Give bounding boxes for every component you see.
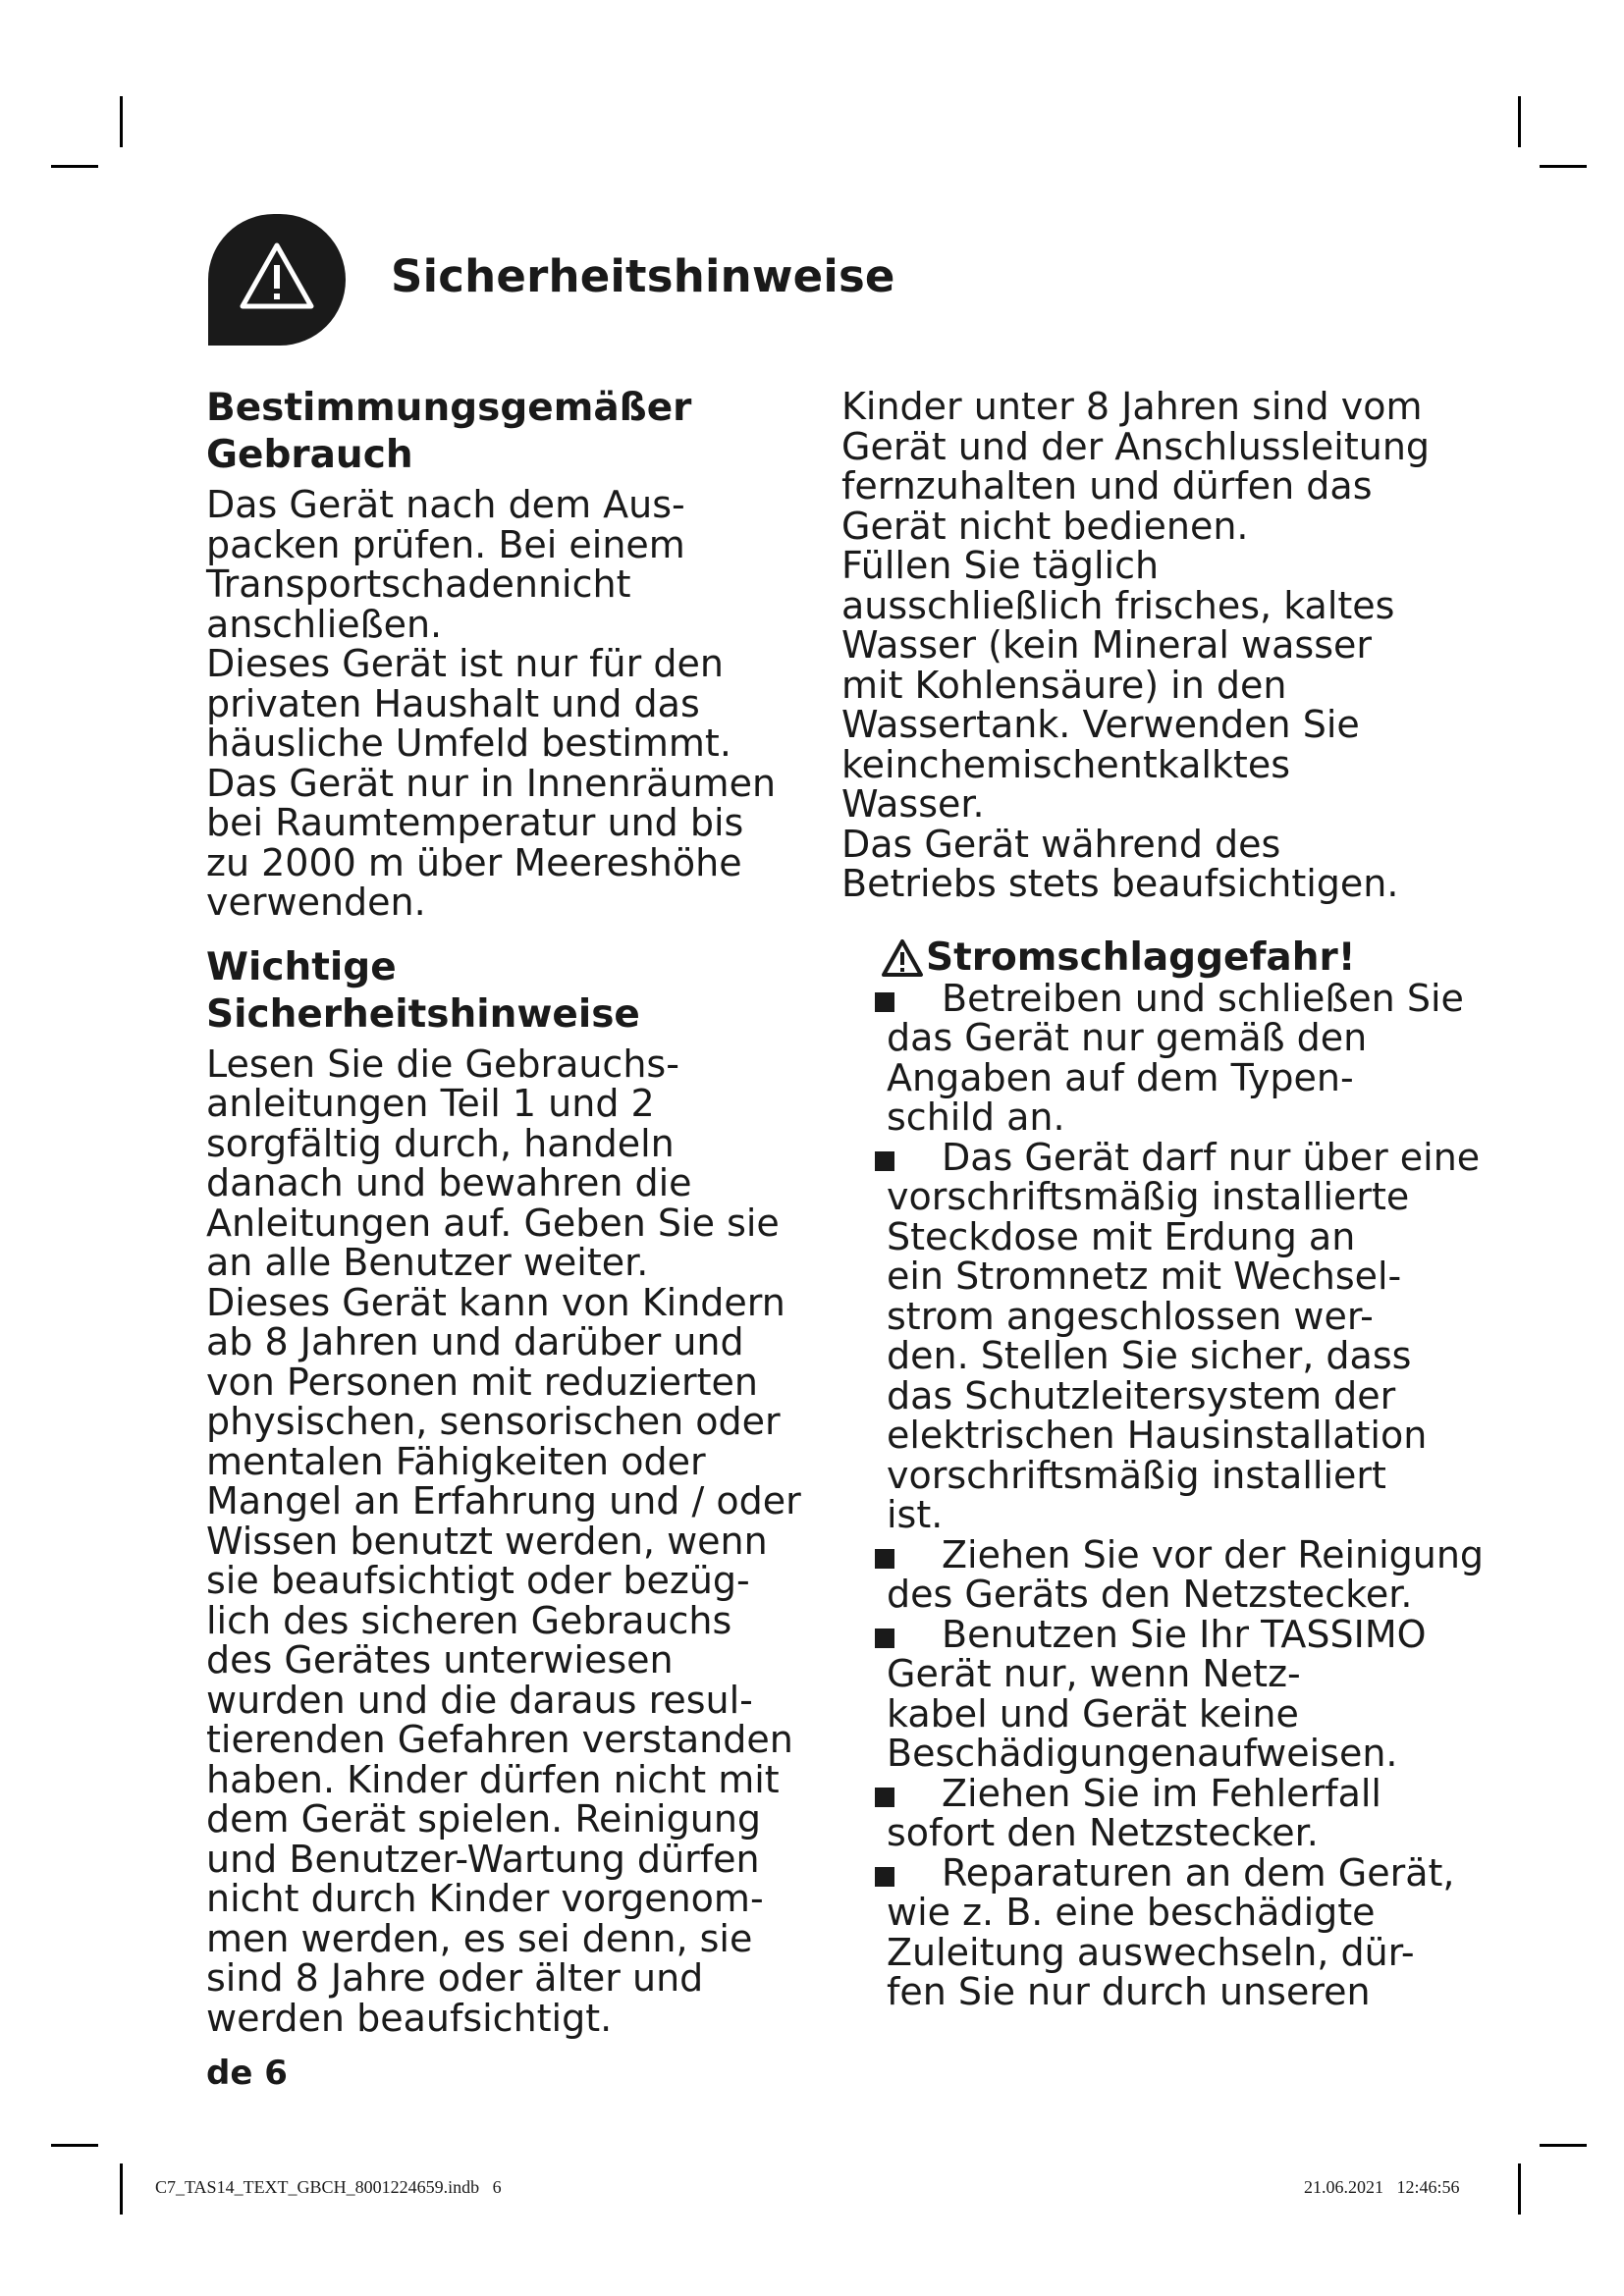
crop-mark: [1540, 2144, 1587, 2147]
list-item: Ziehen Sie vor der Reinigung des Geräts den Netzstecker.: [841, 1535, 1509, 1615]
bullet-square-icon: [875, 1629, 894, 1648]
file-slug: C7_TAS14_TEXT_GBCH_8001224659.indb 6: [155, 2177, 502, 2197]
section-heading-safety: Wichtige Sicherheitshinweise: [206, 944, 640, 1037]
list-item: Das Gerät darf nur über eine vorschriftsmäßig installierte Steckdose mit Erdung an ein Stromnetz mit Wechsel- strom angeschlossen wer- den. Stellen Sie sicher, dass das Schutzleitersystem der elektrischen Hausinstallation vorschriftsmäßig installiert ist.: [841, 1138, 1509, 1535]
list-item: Reparaturen an dem Gerät, wie z. B. eine beschädigte Zuleitung auswechseln, dür- fen Sie nur durch unseren: [841, 1853, 1509, 2012]
paragraph: Das Gerät nur in Innenräumen bei Raumtemperatur und bis zu 2000 m über Meereshöhe verwenden.: [206, 761, 777, 924]
list-item: Betreiben und schließen Sie das Gerät nur gemäß den Angaben auf dem Typen- schild an.: [841, 979, 1509, 1138]
crop-mark: [51, 165, 98, 168]
paragraph: Lesen Sie die Gebrauchs- anleitungen Teil 1 und 2 sorgfältig durch, handeln danach und bewahren die Anleitungen auf. Geben Sie sie an alle Benutzer weiter.: [206, 1041, 780, 1284]
section-heading-intended-use: Bestimmungsgemäßer Gebrauch: [206, 386, 692, 477]
paragraph: Dieses Gerät ist nur für den privaten Haushalt und das häusliche Umfeld bestimmt.: [206, 642, 731, 765]
crop-mark: [1518, 2163, 1521, 2215]
crop-mark: [120, 96, 123, 147]
page-number: de 6: [206, 2054, 288, 2093]
paragraph: Das Gerät während des Betriebs stets beaufsichtigen.: [841, 822, 1399, 905]
electric-shock-warning-heading: [881, 934, 1509, 980]
right-column: [841, 385, 1509, 2012]
print-timestamp: 21.06.2021 12:46:56: [1304, 2177, 1460, 2197]
bullet-square-icon: [875, 992, 894, 1012]
warning-list: [841, 976, 1509, 2013]
warning-heading-text: Stromschlaggefahr!: [926, 934, 1356, 980]
crop-mark: [1518, 96, 1521, 147]
paragraph: Dieses Gerät kann von Kindern ab 8 Jahren und darüber und von Personen mit reduzierten physischen, sensorischen oder mentalen Fähigkeiten oder Mangel an Erfahrung und / oder Wissen benutzt werden, wenn sie beaufsichtigt oder bezüg- lich des sicheren Gebrauchs des Gerätes unterwiesen wurden und die daraus resul- tierenden Gefahren verstanden haben. Kinder dürfen nicht mit dem Gerät spielen. Reinigung und Benutzer-Wartung dürfen nicht durch Kinder vorgenom- men werden, es sei denn, sie sind 8 Jahre oder älter und werden beaufsichtigt.: [206, 1280, 801, 2040]
list-item: Benutzen Sie Ihr TASSIMO Gerät nur, wenn Netz- kabel und Gerät keine Beschädigungenaufweisen.: [841, 1615, 1509, 1774]
warning-triangle-small-icon: [881, 938, 924, 978]
paragraph: Kinder unter 8 Jahren sind vom Gerät und der Anschlussleitung fernzuhalten und dürfen das Gerät nicht bedienen.: [841, 385, 1431, 548]
list-item: Ziehen Sie im Fehlerfall sofort den Netzstecker.: [841, 1774, 1509, 1853]
paragraph: Füllen Sie täglich ausschließlich frisches, kaltes Wasser (kein Mineral wasser mit Kohlensäure) in den Wassertank. Verwenden Sie keinchemischentkalktes Wasser.: [841, 544, 1395, 826]
crop-mark: [51, 2144, 98, 2147]
bullet-square-icon: [875, 1151, 894, 1171]
page-title: Sicherheitshinweise: [391, 250, 895, 302]
bullet-square-icon: [875, 1867, 894, 1887]
bullet-square-icon: [875, 1788, 894, 1807]
crop-mark: [120, 2163, 123, 2215]
crop-mark: [1540, 165, 1587, 168]
bullet-square-icon: [875, 1549, 894, 1569]
paragraph: Das Gerät nach dem Aus- packen prüfen. Bei einem Transportschadennicht anschließen.: [206, 483, 685, 646]
warning-triangle-icon: [208, 214, 346, 346]
left-column: [206, 385, 815, 2038]
